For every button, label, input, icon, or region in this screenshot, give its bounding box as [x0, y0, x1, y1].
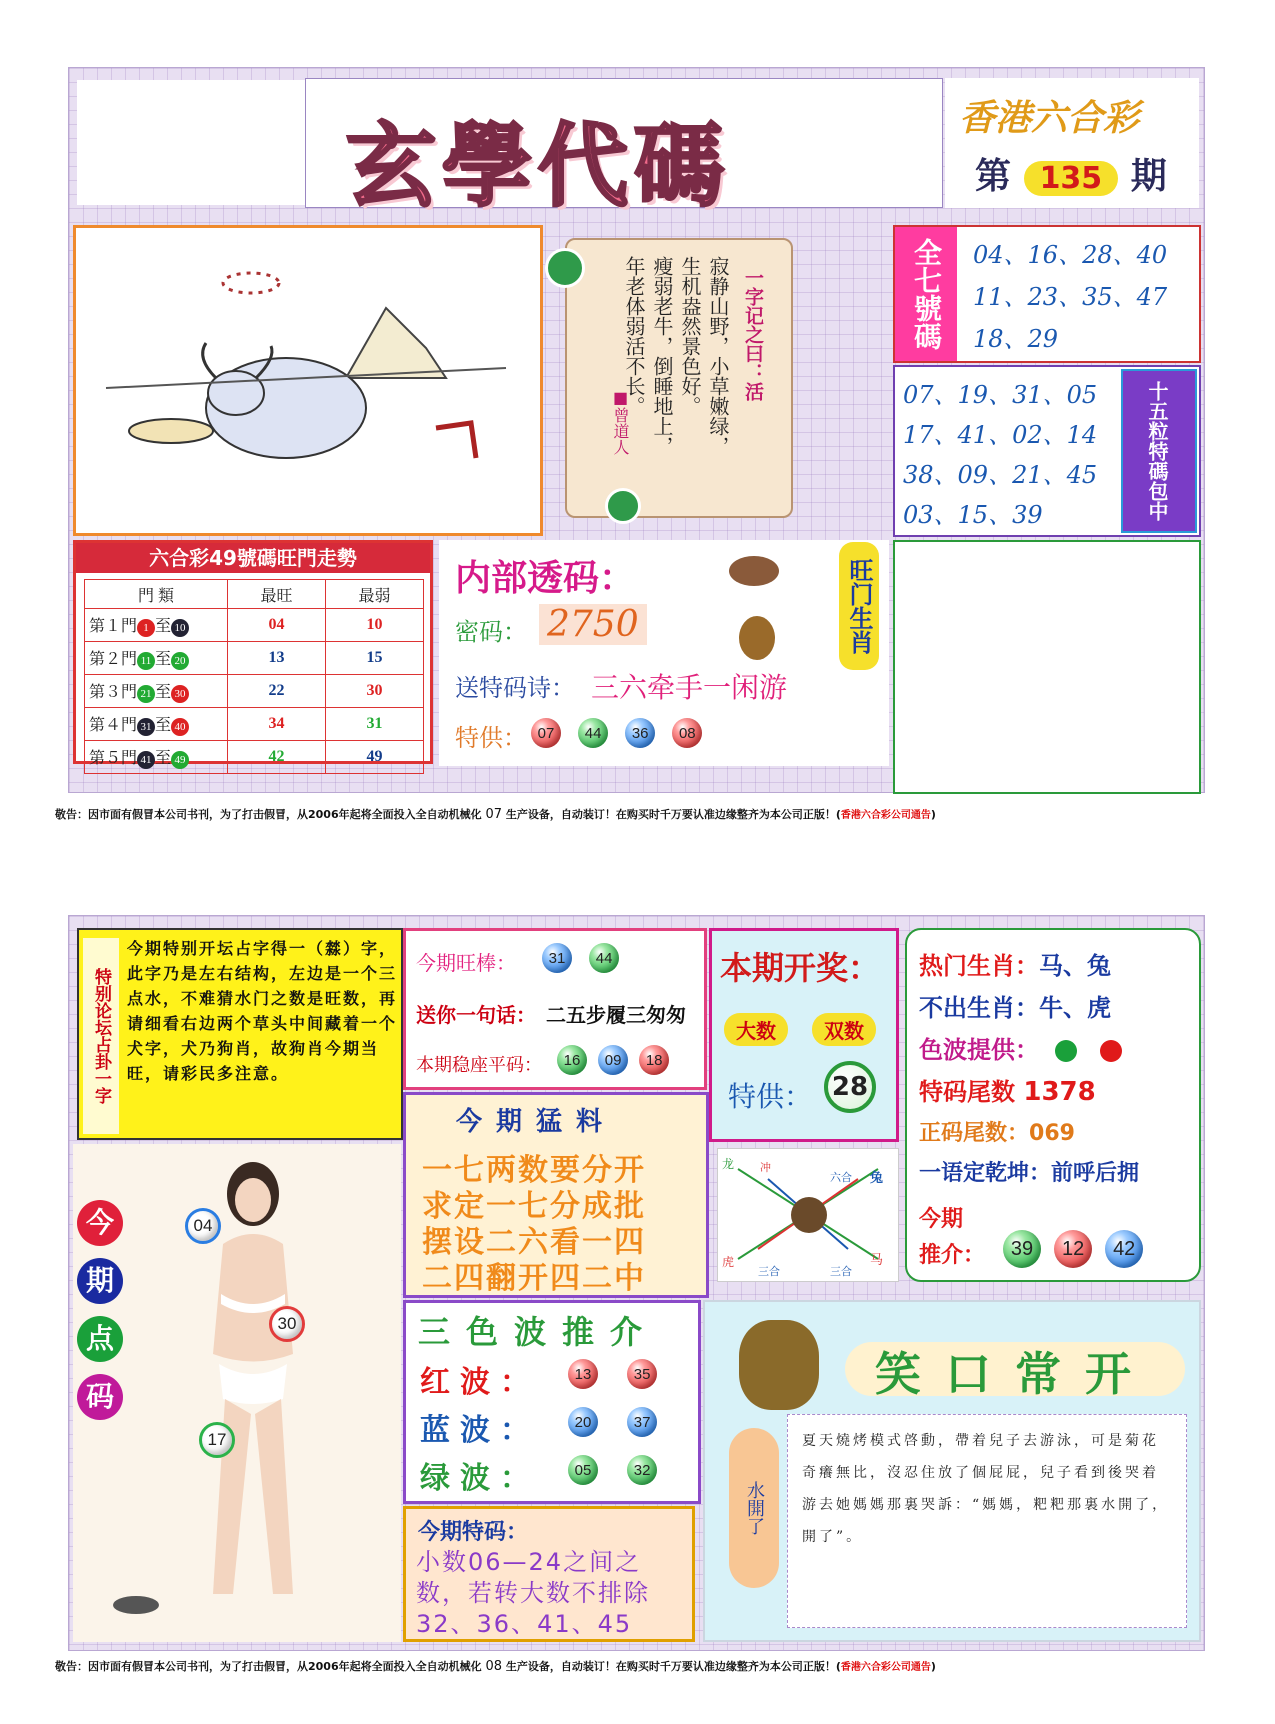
trend-best: 13 [228, 642, 326, 675]
issue-prefix: 第 [975, 156, 1012, 197]
blue-wave-ball: 20 [568, 1407, 598, 1437]
joke-title: 笑口常开 [875, 1347, 1155, 1401]
trend-best: 42 [228, 741, 326, 774]
red-wave-ball: 13 [568, 1359, 598, 1389]
recommend-ball: 12 [1054, 1230, 1092, 1268]
rat-icon [113, 1596, 159, 1614]
code-label: 密码： [455, 618, 527, 646]
tag-even: 双数 [812, 1013, 876, 1046]
quanqi-row-2: 11、23、35、47 [973, 283, 1168, 311]
trend-door: 第２門 11 至 20 [85, 642, 228, 675]
recommend-label-1: 今期 [919, 1207, 964, 1232]
fifteen-row-3: 38、09、21、45 [903, 461, 1098, 489]
trend-row [85, 642, 424, 675]
special-ball: 44 [578, 718, 608, 748]
hot-line: 热门生肖：马、兔 [919, 952, 1111, 980]
wang-ball: 44 [589, 943, 619, 973]
phrase-text: 二五步履三匆匆 [546, 1003, 686, 1027]
joke-text: 夏天燒烤模式啓動，帶着兒子去游泳，可是菊花奇癢無比，沒忍住放了個屁屁，兒子看到後哭着游去她媽媽那裏哭訴：“媽媽，粑粑那裏水開了，開了”。 [787, 1414, 1187, 1628]
zodiac-label: 虎 [722, 1255, 735, 1269]
trend-table [84, 579, 424, 774]
trend-best: 22 [228, 675, 326, 708]
stable-balls [554, 1045, 672, 1075]
trend-header: 最弱 [326, 580, 424, 609]
scroll-signature: ■曾道人 [611, 388, 630, 455]
saying-line: 一语定乾坤：前呼后拥 [919, 1161, 1140, 1186]
trend-worst: 49 [326, 741, 424, 774]
wang-label: 今期旺棒： [416, 951, 516, 975]
zodiac-label: 三合 [830, 1265, 852, 1278]
zodiac-label: 三合 [758, 1265, 780, 1278]
special-code-text: 小数06—24之间之数，若转大数不排除32、36、41、45 [416, 1548, 650, 1638]
trend-row [85, 609, 424, 642]
today-box [73, 1144, 401, 1642]
trend-row [85, 675, 424, 708]
brand-text: 香港六合彩 [959, 98, 1140, 139]
inside-title: 内部透码： [455, 558, 636, 599]
today-char: 今 [77, 1200, 123, 1246]
tail-line: 特码尾数 1378 [919, 1077, 1096, 1107]
special-code-title: 今期特码： [418, 1520, 529, 1545]
today-char: 点 [77, 1316, 123, 1362]
monkey-money-icon [739, 1320, 819, 1410]
code-value: 2750 [539, 604, 647, 645]
green-wave-ball: 05 [568, 1455, 598, 1485]
fierce-line-4: 二四翻开四二中 [422, 1261, 646, 1296]
blank-green-box [893, 540, 1201, 794]
stable-ball: 18 [639, 1045, 669, 1075]
trend-door: 第４門 31 至 40 [85, 708, 228, 741]
issue-number: 135 [1024, 161, 1119, 196]
wang-balls [536, 943, 625, 973]
trend-header: 門 類 [85, 580, 228, 609]
bottom-page [55, 915, 1205, 1674]
trend-header: 最旺 [228, 580, 326, 609]
fierce-line-3: 摆设二六看一四 [422, 1225, 646, 1260]
quanqi-row-3: 18、29 [973, 325, 1059, 353]
footer-notice: 敬告：因市面有假冒本公司书刊，为了打击假冒，从2006年起将全面投入全自动机械化 08 生产设备，自动装订！在购买时千万要认准边缘整齐为本公司正版！(香港六合彩公司通告) [55, 1659, 936, 1674]
forum-text: 今期特别开坛占字得一（㵘）字，此字乃是左右结构，左边是一个三点水，不难猜水门之数是旺数，再请细看右边两个草头中间藏着一个犬字，犬乃狗肖，故狗肖今期当旺，请彩民多注意。 [127, 939, 398, 1083]
today-ball: 17 [199, 1422, 235, 1458]
fierce-box [403, 1092, 709, 1298]
tag-big: 大数 [724, 1013, 788, 1046]
fifteen-row-2: 17、41、02、14 [903, 421, 1098, 449]
trend-worst: 15 [326, 642, 424, 675]
red-dot-icon [1100, 1040, 1122, 1062]
draw-title: 本期开奖： [720, 949, 881, 987]
zodiac-label: 马 [870, 1253, 884, 1268]
poem-text: 三六牵手一闲游 [591, 671, 788, 704]
today-ball: 30 [269, 1306, 305, 1342]
colors-box [403, 1300, 701, 1504]
title-banner [305, 78, 943, 219]
quanqi-box [893, 225, 1201, 363]
recommend-ball: 42 [1105, 1230, 1143, 1268]
scroll-line-1: 寂静山野，小草嫩绿， [706, 256, 730, 456]
red-wave-ball: 35 [627, 1359, 657, 1389]
blue-wave-ball: 37 [627, 1407, 657, 1437]
green-wave-ball: 32 [627, 1455, 657, 1485]
ox-illustration [73, 225, 543, 536]
draw-box [709, 928, 899, 1142]
joke-tag: 水開了 [729, 1428, 779, 1588]
blue-wave-balls [556, 1407, 669, 1437]
zodiac-diagram [717, 1148, 899, 1282]
fierce-line-2: 求定一七分成批 [422, 1189, 646, 1224]
color-line: 色波提供： [919, 1030, 1122, 1065]
special-ball: 08 [672, 718, 702, 748]
wang-ball: 31 [542, 943, 572, 973]
green-dot-icon [1055, 1040, 1077, 1062]
fifteen-box [893, 365, 1201, 537]
forum-box [77, 928, 403, 1140]
zodiac-label: 冲 [760, 1161, 771, 1174]
footer-notice: 敬告：因市面有假冒本公司书刊，为了打击假冒，从2006年起将全面投入全自动机械化 07 生产设备，自动装订！在购买时千万要认准边缘整齐为本公司正版！(香港六合彩公司通告) [55, 807, 936, 822]
red-wave-balls [556, 1359, 669, 1389]
fifteen-row-1: 07、19、31、05 [903, 381, 1098, 409]
not-line: 不出生肖：牛、虎 [919, 994, 1111, 1022]
zodiac-label: 龙 [722, 1157, 735, 1171]
monkey-icon [739, 616, 775, 660]
blank-box [77, 80, 305, 205]
fifteen-row-4: 03、15、39 [903, 501, 1043, 529]
zodiac-label: 六合 [830, 1171, 852, 1184]
issue-box [945, 78, 1199, 208]
poem-label: 送特码诗： [455, 674, 575, 702]
zheng-line: 正码尾数：069 [919, 1121, 1075, 1146]
trend-worst: 10 [326, 609, 424, 642]
today-char: 码 [77, 1374, 123, 1420]
quanqi-label: 全七號碼 [895, 227, 957, 361]
scroll-line-3: 瘦弱老牛，倒睡地上， [650, 256, 674, 456]
wang-box [403, 928, 707, 1090]
scroll-curl-icon [605, 488, 641, 524]
special-balls [525, 718, 708, 748]
today-ball: 04 [185, 1208, 221, 1244]
top-page [55, 67, 1205, 822]
hot-box [905, 928, 1201, 1282]
special-ball: 07 [531, 718, 561, 748]
phrase-label: 送你一句话： [416, 1003, 536, 1027]
blue-wave-label: 蓝波： [420, 1413, 540, 1448]
trend-door: 第３門 21 至 30 [85, 675, 228, 708]
scroll-line-4: 年老体弱活不长。 [622, 256, 646, 416]
page-title: 玄學代碼 [346, 113, 730, 219]
issue-suffix: 期 [1130, 156, 1167, 197]
trend-header-row [85, 580, 424, 609]
recommend-label-2: 推介： [919, 1243, 986, 1268]
special-ball: 36 [625, 718, 655, 748]
today-char: 期 [77, 1258, 123, 1304]
scroll-curl-icon [545, 248, 585, 288]
ox-drawing [76, 228, 540, 533]
stable-ball: 16 [557, 1045, 587, 1075]
trend-best: 34 [228, 708, 326, 741]
trend-row [85, 708, 424, 741]
pig-icon [729, 556, 779, 586]
trend-door: 第１門 1 至 10 [85, 609, 228, 642]
stable-label: 本期稳座平码： [416, 1055, 542, 1076]
green-wave-label: 绿波： [420, 1461, 540, 1496]
draw-special-label: 特供： [728, 1080, 813, 1113]
issue-line [975, 148, 1167, 199]
joke-box [703, 1300, 1201, 1642]
forum-label: 特别论坛占卦一字 [83, 938, 119, 1134]
draw-special-ball: 28 [824, 1061, 876, 1113]
trend-door: 第５門 41 至 49 [85, 741, 228, 774]
special-code-box [403, 1506, 695, 1642]
green-wave-balls [556, 1455, 669, 1485]
trend-worst: 31 [326, 708, 424, 741]
trend-best: 04 [228, 609, 326, 642]
fifteen-label: 十五粒特碼包中 [1121, 369, 1197, 533]
recommend-ball: 39 [1003, 1230, 1041, 1268]
scroll-heading: 一字记之曰：活 [742, 268, 764, 401]
fierce-line-1: 一七两数要分开 [422, 1153, 646, 1188]
red-wave-label: 红波： [420, 1365, 540, 1400]
recommend-balls [999, 1230, 1147, 1268]
special-label: 特供： [455, 724, 527, 752]
stable-ball: 09 [598, 1045, 628, 1075]
inside-code-box [439, 540, 889, 766]
quanqi-row-1: 04、16、28、40 [973, 241, 1168, 269]
trend-title: 六合彩49號碼旺門走勢 [76, 543, 430, 573]
colors-title: 三色波推介 [418, 1313, 659, 1351]
trend-box [73, 540, 433, 768]
scroll-poem [545, 228, 805, 538]
trend-row [85, 741, 424, 774]
trend-worst: 30 [326, 675, 424, 708]
fierce-title: 今期猛料 [456, 1107, 617, 1137]
wang-zodiac-label: 旺门生肖 [839, 542, 879, 670]
zodiac-label: 兔 [870, 1171, 884, 1186]
scroll-line-2: 生机盎然景色好。 [678, 256, 702, 416]
